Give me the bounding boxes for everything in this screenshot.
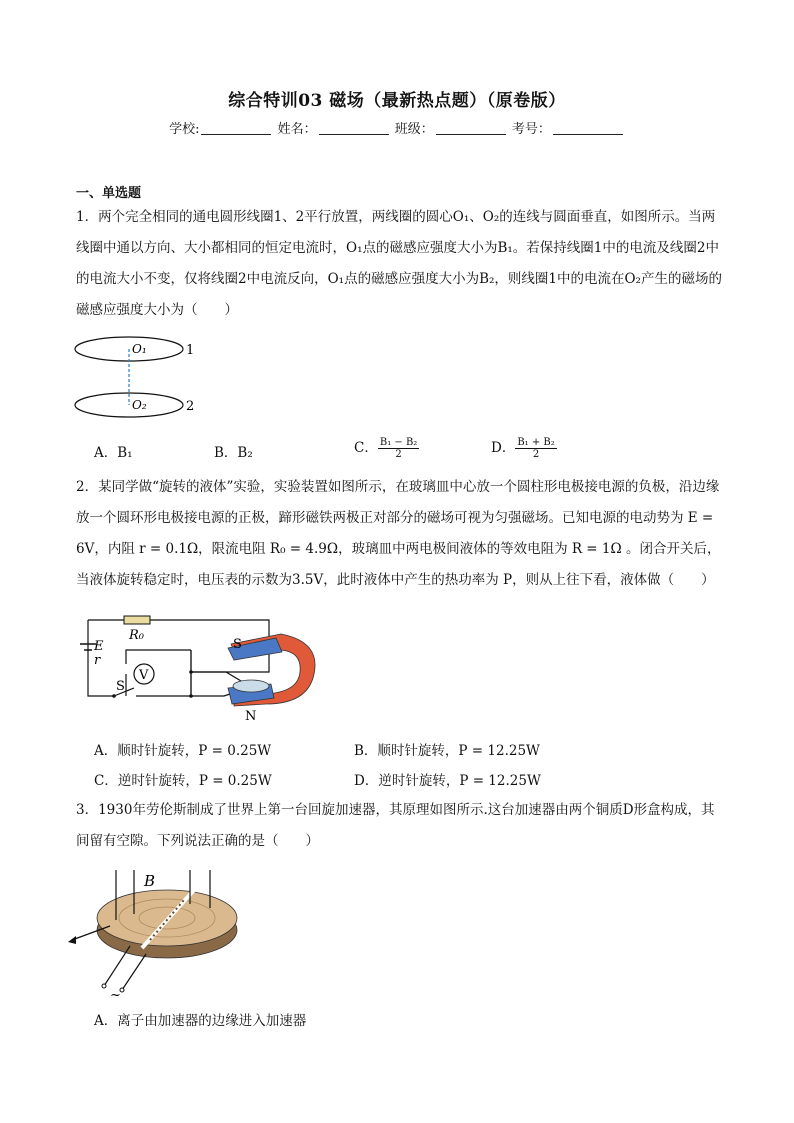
page-title: 综合特训03 磁场（最新热点题）（原卷版）	[228, 91, 566, 111]
name-label: 姓名：	[277, 122, 317, 137]
question-3-text: 3．1930年劳伦斯制成了世界上第一台回旋加速器，其原理如图所示.这台加速器由两个铜质D形盒构成，其间留有空隙。下列说法正确的是（ ）	[76, 802, 715, 849]
voltmeter-label: V	[139, 668, 149, 683]
q1-option-d[interactable]	[491, 436, 557, 460]
q1-option-d-prefix: D．	[491, 440, 516, 456]
number-blank[interactable]	[553, 122, 623, 135]
q2-option-b[interactable]: B．顺时针旋转，P = 12.25W	[354, 743, 540, 759]
class-blank[interactable]	[436, 122, 506, 135]
q1-option-c-numerator: B₁ − B₂	[379, 437, 418, 448]
cyclotron-figure	[64, 862, 254, 1002]
q1-option-d-numerator: B₁ + B₂	[517, 437, 555, 448]
q1-option-c[interactable]	[354, 436, 419, 460]
ac-source-label: ~	[110, 988, 121, 1003]
question-1-text: 1．两个完全相同的通电圆形线圈1、2平行放置，两线圈的圆心O₁、O₂的连线与圆面垂直，如图所示。当两线圈中通以方向、大小都相同的恒定电流时，O₁点的磁感应强度大小为B₁。若保持线圈1中的电流及线圈2中的电流大小不变，仅将线圈2中电流反向，O₁点的磁感应强度大小为B₂，则线圈1中的电流在O₂产生的磁场的磁感应强度大小为（ ）	[76, 209, 722, 318]
q2-option-c[interactable]: C．逆时针旋转，P = 0.25W	[94, 773, 272, 789]
student-info-line	[0, 118, 794, 137]
o1-label: O₁	[132, 342, 147, 356]
q1-option-a[interactable]: A．B₁	[94, 445, 133, 461]
coils-figure	[74, 334, 214, 424]
section-heading: 一、单选题	[76, 186, 142, 201]
q2-option-a[interactable]: A．顺时针旋转，P = 0.25W	[94, 743, 272, 759]
coil-2-label: 2	[186, 399, 195, 414]
number-label: 考号：	[511, 122, 551, 137]
internal-r-label: r	[94, 653, 101, 668]
q1-option-c-denominator: 2	[395, 449, 402, 460]
b-field-label: B	[144, 872, 156, 890]
q3-option-a[interactable]: A．离子由加速器的边缘进入加速器	[94, 1013, 307, 1029]
emf-label: E	[94, 639, 104, 654]
class-label: 班级：	[394, 122, 434, 137]
school-blank[interactable]	[201, 122, 271, 135]
south-pole-label: S	[233, 637, 242, 652]
q1-option-d-denominator: 2	[532, 449, 540, 460]
switch-label: S	[116, 679, 125, 694]
q1-option-c-prefix: C．	[354, 440, 378, 456]
liquid-rotation-figure	[76, 612, 316, 722]
question-2-text: 2．某同学做“旋转的液体”实验，实验装置如图所示，在玻璃皿中心放一个圆柱形电极接电源的负极，沿边缘放一个圆环形电极接电源的正极，蹄形磁铁两极正对部分的磁场可视为匀强磁场。已知电源的电动势为 E = 6V，内阻 r = 0.1Ω，限流电阻 R₀ = 4.9Ω，玻璃皿中两电极间液体的等效电阻为 R = 1Ω 。闭合开关后，当液体旋转稳定时，电压表的示数为3.5V，此时液体中产生的热功率为 P，则从上往下看，液体做（ ）	[76, 479, 721, 588]
r0-label: R₀	[129, 628, 144, 643]
q1-option-b[interactable]: B．B₂	[214, 445, 253, 461]
o2-label: O₂	[132, 398, 147, 412]
q2-option-d[interactable]: D．逆时针旋转，P = 12.25W	[354, 773, 541, 789]
coil-1-label: 1	[186, 343, 195, 358]
school-label: 学校:	[169, 122, 200, 137]
name-blank[interactable]	[319, 122, 389, 135]
north-pole-label: N	[245, 709, 257, 724]
